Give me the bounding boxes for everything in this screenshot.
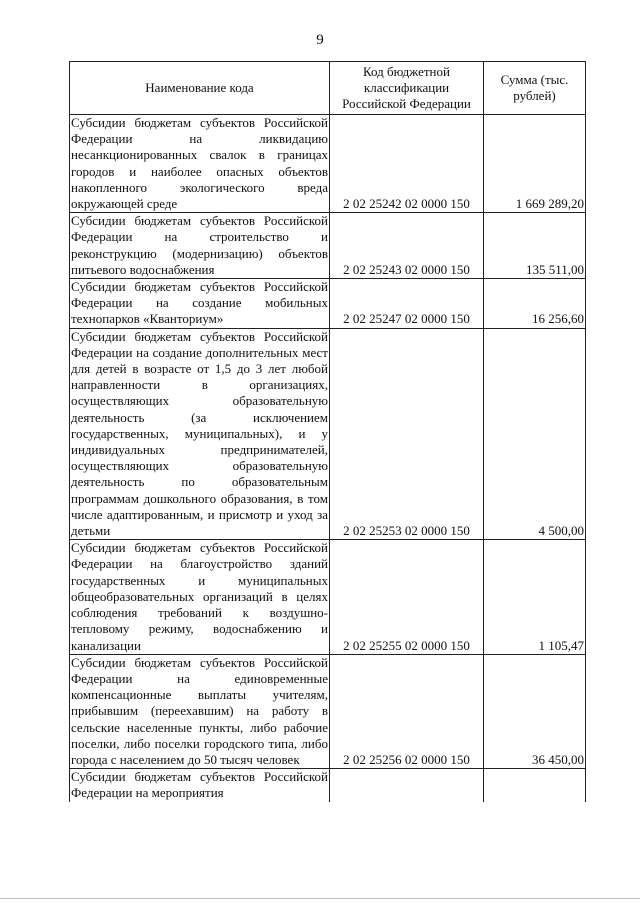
row-name-cell: Субсидии бюджетам субъектов Российской Федерации на строительство и реконструкцию (модернизацию) объектов питьевого водоснабжения: [71, 213, 328, 277]
row-code-cell: 2 02 25256 02 0000 150: [330, 654, 484, 768]
row-sum-cell: [484, 769, 586, 802]
row-code-cell: 2 02 25242 02 0000 150: [330, 115, 484, 213]
row-code-cell: 2 02 25255 02 0000 150: [330, 540, 484, 654]
table-row: [70, 540, 586, 654]
scan-bottom-edge: [0, 898, 640, 899]
row-name-cell: Субсидии бюджетам субъектов Российской Федерации на создание дополнительных мест для детей в возрасте от 1,5 до 3 лет любой направленности в организациях, осуществляющих образовательную деятельность (за исключением государственных, муниципальных), и у индивидуальных предпринимателей, осуществляющих образовательную деятельность по образовательным программам дошкольного образования, в том числе адаптированным, и присмотр и уход за детьми: [71, 328, 328, 539]
row-sum-cell: 1 669 289,20: [484, 115, 586, 213]
row-sum-cell: 1 105,47: [484, 540, 586, 654]
table-row: [70, 328, 586, 540]
column-header-sum: Сумма (тыс. рублей): [484, 62, 586, 115]
row-sum-cell: 16 256,60: [484, 279, 586, 329]
row-code-cell: 2 02 25247 02 0000 150: [330, 279, 484, 329]
row-name-cell: Субсидии бюджетам субъектов Российской Федерации на ликвидацию несанкционированных свалок в границах городов и наиболее опасных объектов накопленного экологического вреда окружающей среде: [71, 115, 328, 212]
budget-revenue-table: [69, 61, 586, 802]
table-row: [70, 115, 586, 213]
row-code-cell: 2 02 25243 02 0000 150: [330, 213, 484, 279]
row-name-cell: Субсидии бюджетам субъектов Российской Федерации на мероприятия: [71, 769, 328, 801]
row-sum-cell: 36 450,00: [484, 654, 586, 768]
table-row: [70, 279, 586, 329]
column-header-code: Код бюджетной классификации Российской Федерации: [330, 62, 484, 115]
row-code-cell: [330, 769, 484, 802]
row-name-cell: Субсидии бюджетам субъектов Российской Федерации на благоустройство зданий государственных и муниципальных общеобразовательных организаций в целях соблюдения требований к воздушно-тепловому режиму, водоснабжению и канализации: [71, 540, 328, 653]
table-header-row: [70, 62, 586, 115]
table-row: [70, 213, 586, 279]
page-number: 9: [316, 32, 324, 48]
row-code-cell: 2 02 25253 02 0000 150: [330, 328, 484, 540]
row-sum-cell: 135 511,00: [484, 213, 586, 279]
table-row-continued: [70, 769, 586, 802]
table-row: [70, 654, 586, 768]
row-sum-cell: 4 500,00: [484, 328, 586, 540]
column-header-name: Наименование кода: [70, 62, 330, 115]
row-name-cell: Субсидии бюджетам субъектов Российской Федерации на единовременные компенсационные выплаты учителям, прибывшим (переехавшим) на работу в сельские населенные пункты, либо рабочие поселки, либо поселки городского типа, либо города с населением до 50 тысяч человек: [71, 654, 328, 767]
row-name-cell: Субсидии бюджетам субъектов Российской Федерации на создание мобильных технопарков «Кванториум»: [71, 279, 328, 327]
